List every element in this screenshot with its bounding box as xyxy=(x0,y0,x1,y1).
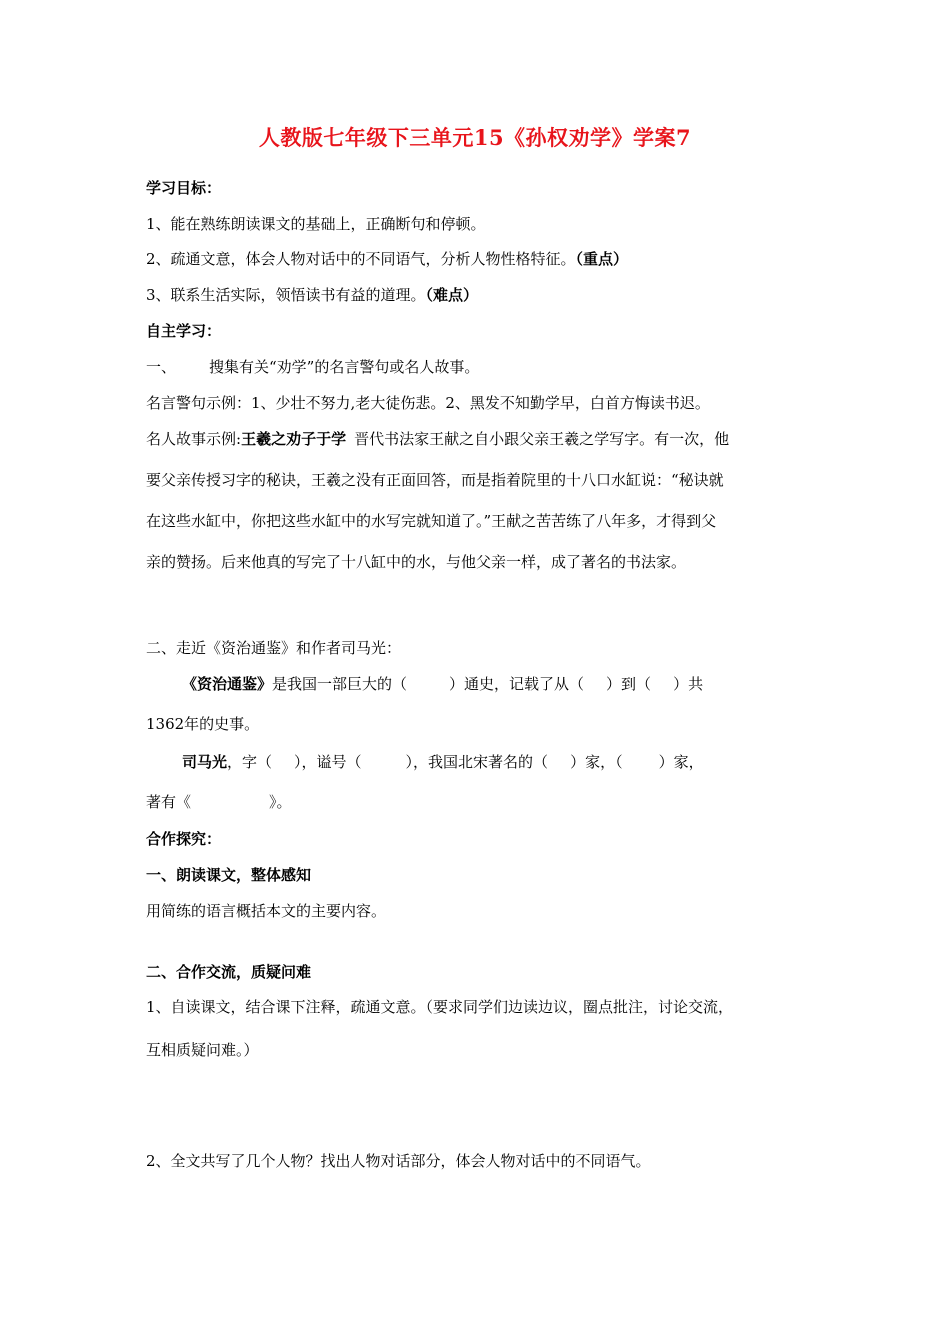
objective-2 xyxy=(146,249,628,269)
part-2-item-2: 2、全文共写了几个人物？找出人物对话部分，体会人物对话中的不同语气。 xyxy=(146,1152,651,1170)
objective-3-tag: （难点） xyxy=(425,286,479,304)
smg-line-1 xyxy=(182,752,704,772)
smg-book-close: 》。 xyxy=(269,793,292,811)
part-1-heading: 一、朗读课文，整体感知 xyxy=(146,866,312,884)
zztj-line-2: 1362年的史事。 xyxy=(146,715,260,733)
smg-line-2 xyxy=(146,792,292,812)
objective-2-text: 2、疏通文意，体会人物对话中的不同语气，分析人物性格特征。 xyxy=(146,250,576,268)
cooperative-heading: 合作探究： xyxy=(146,830,222,848)
part-1-text: 用简练的语言概括本文的主要内容。 xyxy=(146,902,387,920)
smg-text-a: ，字（ xyxy=(227,753,273,771)
story-label: 名人故事示例: xyxy=(146,430,242,448)
zztj-text-d: ）共 xyxy=(673,675,704,693)
objective-3 xyxy=(146,285,478,305)
smg-text-e: ）家， xyxy=(658,753,704,771)
objective-1: 1、能在熟练朗读课文的基础上，正确断句和停顿。 xyxy=(146,215,486,233)
part-2-item-1-line-1: 1、自读课文，结合课下注释，疏通文意。（要求同学们边读边议，圈点批注，讨论交流， xyxy=(146,998,734,1016)
story-line-3: 在这些水缸中，你把这些水缸中的水写完就知道了。”王献之苦苦练了八年多，才得到父 xyxy=(146,512,717,530)
self-study-question-1 xyxy=(146,357,479,377)
smg-text-d: ）家，（ xyxy=(570,753,623,771)
objectives-heading: 学习目标： xyxy=(146,179,222,197)
question-1-number: 一、 xyxy=(146,358,177,376)
smg-text-c: ），我国北宋著名的（ xyxy=(405,753,549,771)
zztj-text-c: ）到（ xyxy=(606,675,652,693)
story-line-4: 亲的赞扬。后来他真的写完了十八缸中的水，与他父亲一样，成了著名的书法家。 xyxy=(146,553,687,571)
question-1-text: 搜集有关“劝学”的名言警句或名人故事。 xyxy=(209,358,480,376)
smg-book-open: 著有《 xyxy=(146,793,192,811)
story-line-1 xyxy=(146,429,729,449)
story-text-1: 晋代书法家王献之自小跟父亲王羲之学写字。有一次，他 xyxy=(354,430,730,448)
part-2-heading: 二、合作交流，质疑问难 xyxy=(146,963,312,981)
smg-name: 司马光 xyxy=(182,753,228,771)
story-title: 王羲之劝子于学 xyxy=(241,430,347,448)
zztj-book-title: 《资治通鉴》 xyxy=(182,675,273,693)
self-study-heading: 自主学习： xyxy=(146,322,222,340)
self-study-question-2: 二、走近《资治通鉴》和作者司马光： xyxy=(146,639,402,657)
zztj-line-1 xyxy=(182,674,703,694)
zztj-text-a: 是我国一部巨大的（ xyxy=(272,675,408,693)
objective-3-text: 3、联系生活实际，领悟读书有益的道理。 xyxy=(146,286,426,304)
quotes-example: 名言警句示例：1、少壮不努力,老大徒伤悲。2、黑发不知勤学早，白首方悔读书迟。 xyxy=(146,394,710,412)
smg-text-b: ），谥号（ xyxy=(294,753,362,771)
part-2-item-1-line-2: 互相质疑问难。） xyxy=(146,1041,259,1059)
zztj-text-b: ）通史，记载了从（ xyxy=(449,675,585,693)
story-line-2: 要父亲传授习字的秘诀，王羲之没有正面回答，而是指着院里的十八口水缸说：“秘诀就 xyxy=(146,471,724,489)
document-title: 人教版七年级下三单元15《孙权劝学》学案7 xyxy=(258,125,692,150)
objective-2-tag: （重点） xyxy=(575,250,629,268)
